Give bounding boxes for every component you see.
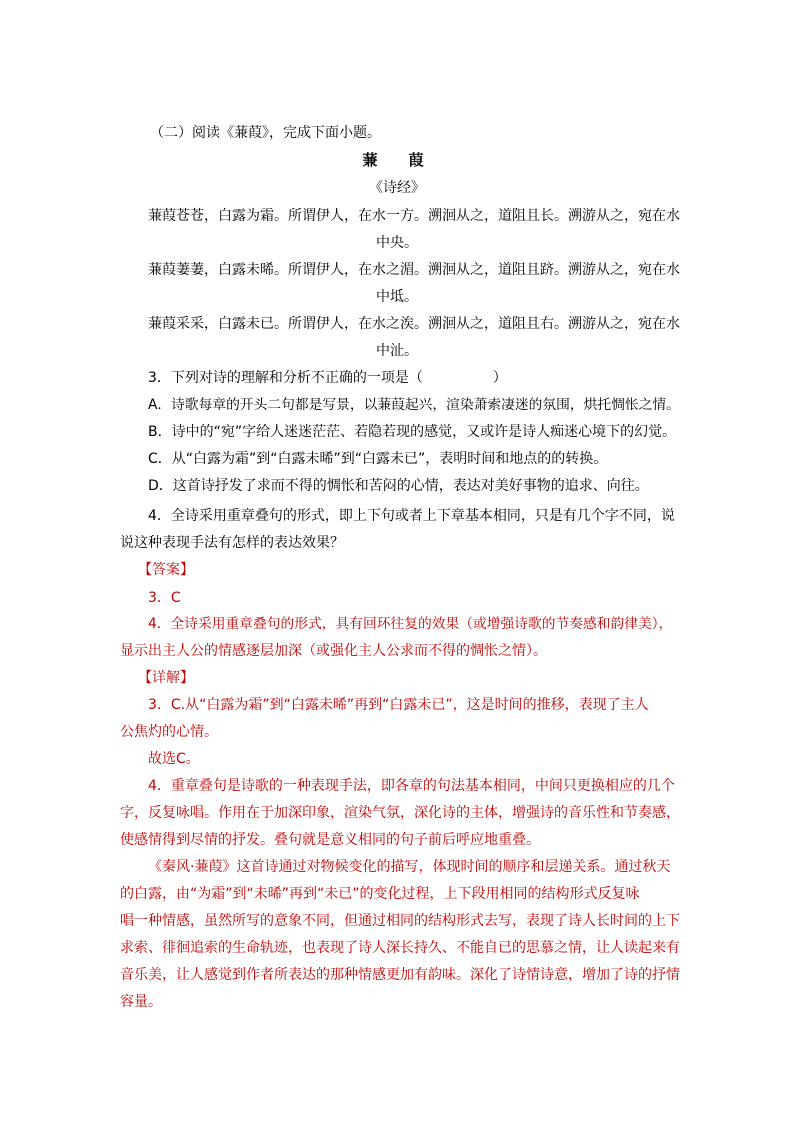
detail-3-line: 3．C.从“白露为霜”到“白露未晞”再到“白露未已”，这是时间的推移，表现了主人 — [148, 697, 649, 713]
question-3-option-a: A．诗歌每章的开头二句都是写景，以蒹葭起兴，渲染萧索凄迷的氛围，烘托惆怅之情。 — [148, 397, 680, 413]
poem-line: 蒹葭萋萋，白露未晞。所谓伊人，在水之湄。溯洄从之，道阻且跻。溯游从之，宛在水 — [148, 262, 680, 278]
poem-line: 中沚。 — [376, 343, 418, 359]
answer-3: 3．C — [148, 590, 181, 606]
detail-4-line: 使感情得到尽情的抒发。叠句就是意义相同的句子前后呼应地重叠。 — [120, 832, 540, 848]
detail-paragraph-line: 容量。 — [120, 994, 162, 1010]
detail-paragraph-line: 的白露，由“为霜”到“未晞”再到“未已”的变化过程，上下段用相同的结构形式反复咏 — [120, 886, 640, 902]
detail-paragraph-line: 《秦风·蒹葭》这首诗通过对物候变化的描写，体现时间的顺序和层递关系。通过秋天 — [148, 859, 671, 875]
question-3-option-c: C．从“白露为霜”到“白露未晞”到“白露未已”，表明时间和地点的的转换。 — [148, 451, 608, 467]
detail-header: 【详解】 — [138, 670, 194, 686]
question-4-line: 4．全诗采用重章叠句的形式，即上下句或者上下章基本相同，只是有几个字不同，说 — [148, 508, 675, 524]
detail-paragraph-line: 唱一种情感，虽然所写的意象不同，但通过相同的结构形式去写，表现了诗人长时间的上下 — [120, 913, 680, 929]
detail-4-line: 4．重章叠句是诗歌的一种表现手法，即各章的句法基本相同，中间只更换相应的几个 — [148, 778, 675, 794]
detail-paragraph-line: 求索、徘徊追索的生命轨迹，也表现了诗人深长持久、不能自已的思慕之情，让人读起来有 — [120, 940, 680, 956]
section-intro: （二）阅读《蒹葭》，完成下面小题。 — [150, 125, 381, 141]
poem-title: 蒹 葭 — [362, 151, 432, 169]
detail-4-line: 字，反复咏唱。作用在于加深印象，渲染气氛，深化诗的主体，增强诗的音乐性和节奏感， — [120, 805, 680, 821]
answer-header: 【答案】 — [138, 562, 194, 578]
poem-source: 《诗经》 — [369, 180, 425, 196]
answer-4-line: 4．全诗采用重章叠句的形式，具有回环往复的效果（或增强诗歌的节奏感和韵律美）， — [148, 616, 673, 632]
question-4-line: 说这种表现手法有怎样的表达效果？ — [120, 535, 344, 551]
detail-3-line: 故选C。 — [148, 751, 200, 767]
detail-3-line: 公焦灼的心情。 — [120, 724, 218, 740]
detail-paragraph-line: 音乐美，让人感觉到作者所表达的那种情感更加有韵味。深化了诗情诗意，增加了诗的抒情 — [120, 967, 680, 983]
answer-4-line: 显示出主人公的情感逐层加深（或强化主人公求而不得的惆怅之情）。 — [120, 643, 547, 659]
question-3-stem: 3．下列对诗的理解和分析不正确的一项是（ ） — [148, 370, 507, 386]
question-3-option-d: D．这首诗抒发了求而不得的惆怅和苦闷的心情，表达对美好事物的追求、向往。 — [148, 478, 649, 494]
question-3-option-b: B．诗中的“宛”字给人迷迷茫茫、若隐若现的感觉，又或许是诗人痴迷心境下的幻觉。 — [148, 424, 677, 440]
poem-line: 中坻。 — [376, 289, 418, 305]
poem-line: 蒹葭采采，白露未已。所谓伊人，在水之涘。溯洄从之，道阻且右。溯游从之，宛在水 — [148, 316, 680, 332]
poem-line: 中央。 — [376, 235, 418, 251]
poem-line: 蒹葭苍苍，白露为霜。所谓伊人，在水一方。溯洄从之，道阻且长。溯游从之，宛在水 — [148, 208, 680, 224]
